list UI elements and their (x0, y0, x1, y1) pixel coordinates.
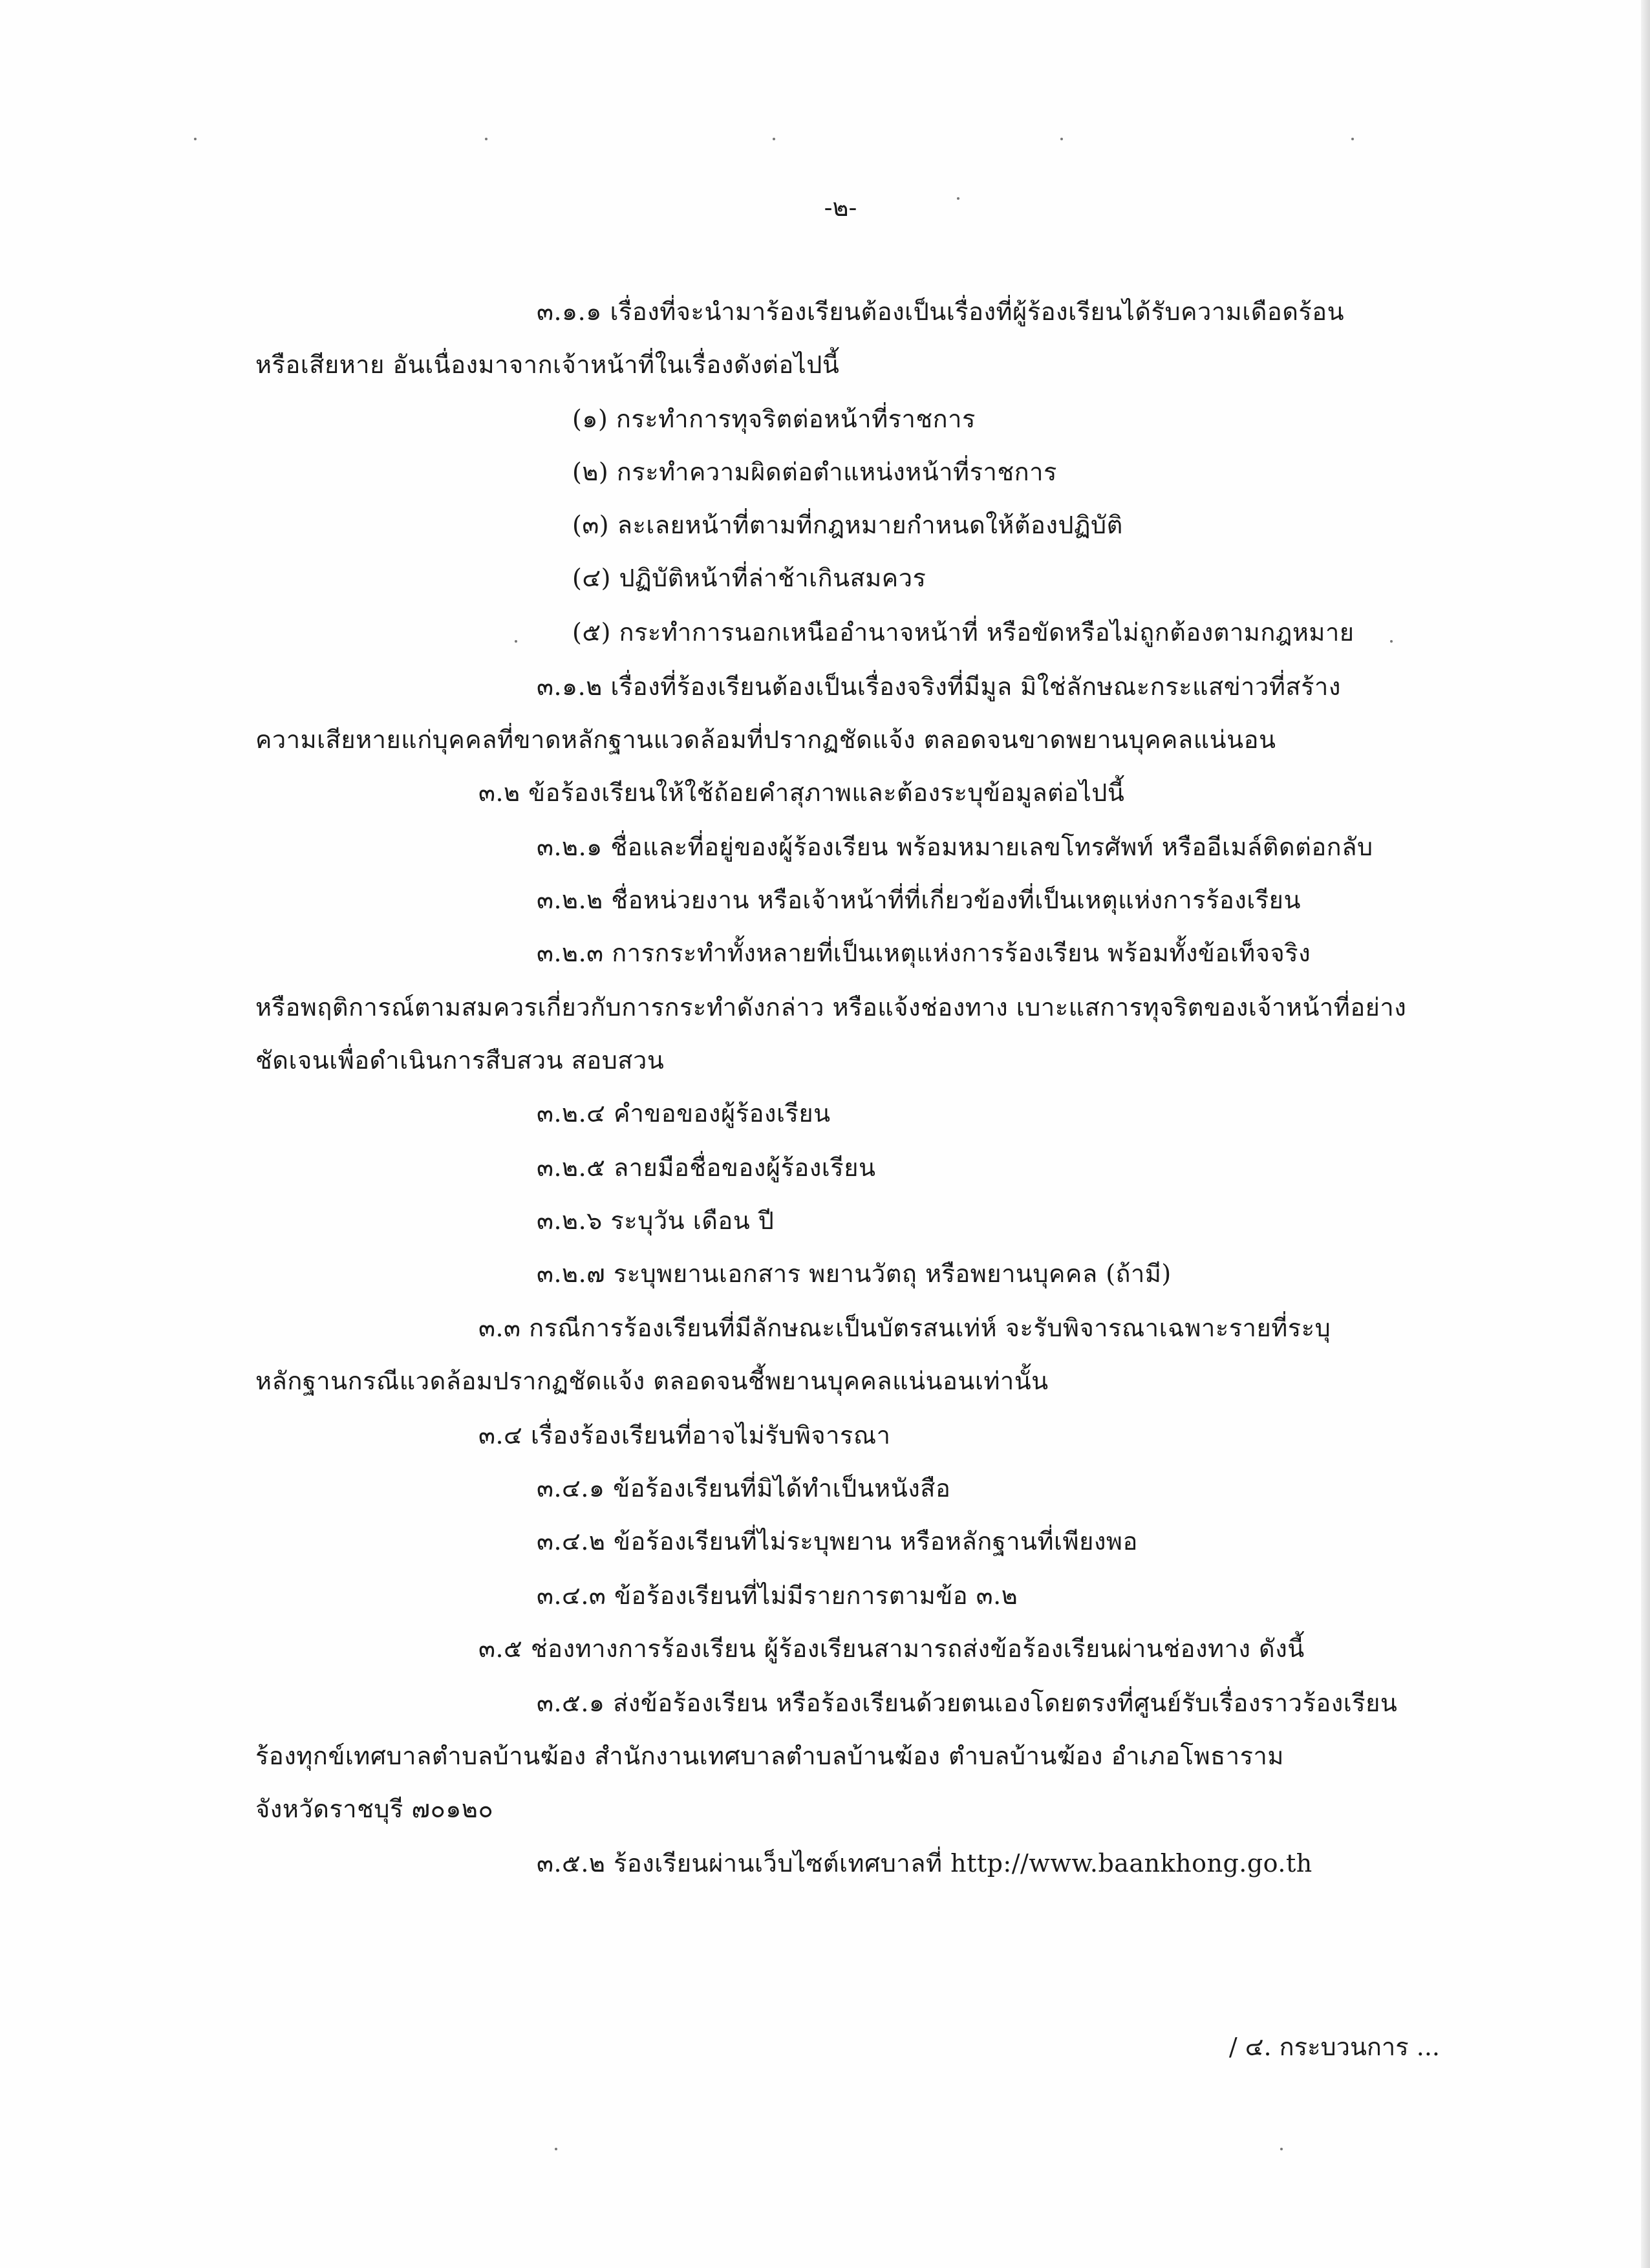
text-line: ๓.๒.๒ ชื่อหน่วยงาน หรือเจ้าหน้าที่ที่เกี่ยวข้องที่เป็นเหตุแห่งการร้องเรียน (537, 886, 1301, 914)
text-line: ๓.๒.๕ ลายมือชื่อของผู้ร้องเรียน (537, 1153, 876, 1182)
text-line: ๓.๔.๒ ข้อร้องเรียนที่ไม่ระบุพยาน หรือหลักฐานที่เพียงพอ (537, 1527, 1138, 1556)
scan-speck (1390, 640, 1393, 643)
scan-edge-shadow (1641, 0, 1650, 2268)
text-line: ชัดเจนเพื่อดำเนินการสืบสวน สอบสวน (255, 1046, 665, 1075)
text-line: (๒) กระทำความผิดต่อตำแหน่งหน้าที่ราชการ (572, 458, 1057, 486)
scan-speck (555, 2148, 557, 2150)
text-line: ๓.๔.๓ ข้อร้องเรียนที่ไม่มีรายการตามข้อ ๓.๒ (537, 1581, 1018, 1610)
text-line: ๓.๕ ช่องทางการร้องเรียน ผู้ร้องเรียนสามารถส่งข้อร้องเรียนผ่านช่องทาง ดังนี้ (478, 1634, 1305, 1663)
text-line: ๓.๑.๒ เรื่องที่ร้องเรียนต้องเป็นเรื่องจริงที่มีมูล มิใช่ลักษณะกระแสข่าวที่สร้าง (537, 672, 1341, 701)
text-line: จังหวัดราชบุรี ๗๐๑๒๐ (255, 1795, 494, 1823)
continuation-note: / ๔. กระบวนการ ... (1228, 2033, 1440, 2061)
text-line: (๕) กระทำการนอกเหนืออำนาจหน้าที่ หรือขัดหรือไม่ถูกต้องตามกฎหมาย (572, 618, 1355, 647)
scan-speck (1351, 138, 1354, 140)
page-number: -๒- (824, 193, 857, 222)
text-line: ๓.๔ เรื่องร้องเรียนที่อาจไม่รับพิจารณา (478, 1421, 891, 1450)
text-line: หรือพฤติการณ์ตามสมควรเกี่ยวกับการกระทำดังกล่าว หรือแจ้งช่องทาง เบาะแสการทุจริตของเจ้าหน้าที่อย่าง (255, 993, 1407, 1022)
text-line: ๓.๒.๖ ระบุวัน เดือน ปี (537, 1206, 775, 1235)
scan-speck (773, 138, 775, 140)
scan-speck (1280, 2148, 1283, 2150)
text-line: ๓.๒ ข้อร้องเรียนให้ใช้ถ้อยคำสุภาพและต้องระบุข้อมูลต่อไปนี้ (478, 778, 1125, 807)
text-line: ๓.๕.๒ ร้องเรียนผ่านเว็บไซต์เทศบาลที่ http://www.baankhong.go.th (537, 1849, 1312, 1878)
scan-speck (957, 197, 959, 200)
text-line: ๓.๒.๔ คำขอของผู้ร้องเรียน (537, 1099, 831, 1128)
text-line: ๓.๓ กรณีการร้องเรียนที่มีลักษณะเป็นบัตรสนเท่ห์ จะรับพิจารณาเฉพาะรายที่ระบุ (478, 1314, 1331, 1342)
text-line: ๓.๑.๑ เรื่องที่จะนำมาร้องเรียนต้องเป็นเรื่องที่ผู้ร้องเรียนได้รับความเดือดร้อน (537, 297, 1345, 326)
text-line: (๓) ละเลยหน้าที่ตามที่กฎหมายกำหนดให้ต้องปฏิบัติ (572, 511, 1123, 539)
text-line: (๑) กระทำการทุจริตต่อหน้าที่ราชการ (572, 405, 976, 433)
scan-speck (485, 138, 488, 140)
scan-speck (1060, 138, 1063, 140)
scan-speck (194, 138, 197, 140)
text-line: (๔) ปฏิบัติหน้าที่ล่าช้าเกินสมควร (572, 564, 927, 592)
text-line: ๓.๒.๑ ชื่อและที่อยู่ของผู้ร้องเรียน พร้อมหมายเลขโทรศัพท์ หรืออีเมล์ติดต่อกลับ (537, 833, 1373, 861)
text-line: ๓.๕.๑ ส่งข้อร้องเรียน หรือร้องเรียนด้วยตนเองโดยตรงที่ศูนย์รับเรื่องราวร้องเรียน (537, 1689, 1398, 1717)
scan-speck (515, 640, 517, 643)
text-line: ความเสียหายแก่บุคคลที่ขาดหลักฐานแวดล้อมที่ปรากฏชัดแจ้ง ตลอดจนขาดพยานบุคคลแน่นอน (255, 725, 1276, 754)
text-line: หรือเสียหาย อันเนื่องมาจากเจ้าหน้าที่ในเรื่องดังต่อไปนี้ (255, 350, 840, 379)
text-line: ๓.๒.๓ การกระทำทั้งหลายที่เป็นเหตุแห่งการร้องเรียน พร้อมทั้งข้อเท็จจริง (537, 939, 1311, 967)
text-line: หลักฐานกรณีแวดล้อมปรากฏชัดแจ้ง ตลอดจนชี้พยานบุคคลแน่นอนเท่านั้น (255, 1367, 1049, 1395)
text-line: ๓.๔.๑ ข้อร้องเรียนที่มิได้ทำเป็นหนังสือ (537, 1474, 951, 1503)
text-line: ๓.๒.๗ ระบุพยานเอกสาร พยานวัตถุ หรือพยานบุคคล (ถ้ามี) (537, 1259, 1172, 1288)
text-line: ร้องทุกข์เทศบาลตำบลบ้านฆ้อง สำนักงานเทศบาลตำบลบ้านฆ้อง ตำบลบ้านฆ้อง อำเภอโพธาราม (255, 1742, 1284, 1770)
